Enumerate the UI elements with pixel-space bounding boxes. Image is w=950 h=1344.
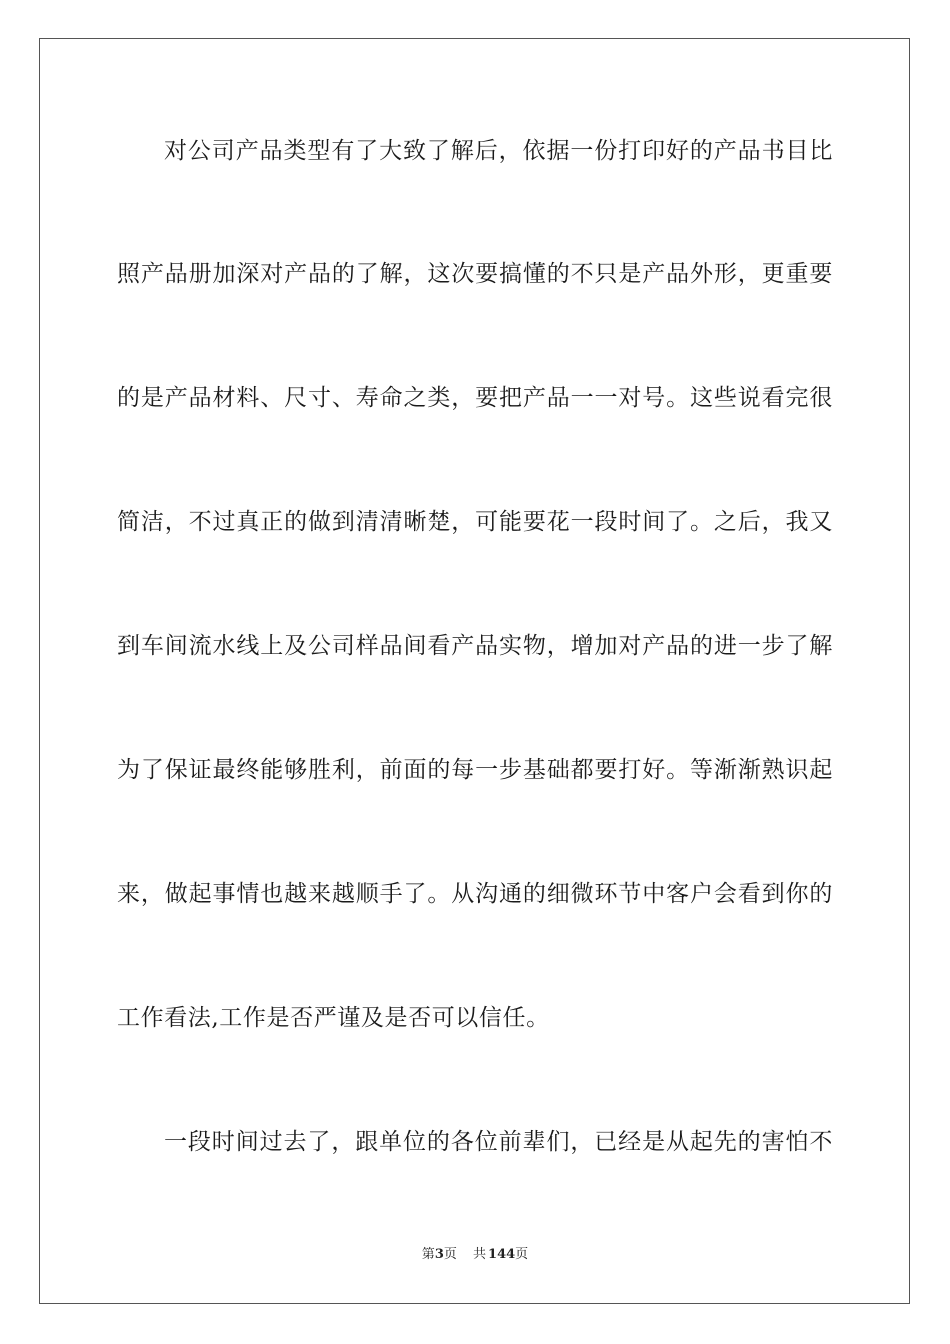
page-suffix: 页 xyxy=(443,1247,457,1262)
paragraph-1-line-8: 工作看法,工作是否严谨及是否可以信任。 xyxy=(117,1005,550,1031)
paragraph-2-line-1: 一段时间过去了，跟单位的各位前辈们，已经是从起先的害怕不 xyxy=(164,1129,833,1155)
page-indicator xyxy=(422,1247,457,1262)
page-prefix: 第 xyxy=(421,1247,435,1262)
total-pages: 144 xyxy=(488,1247,516,1262)
page-number: 3 xyxy=(434,1247,444,1262)
paragraph-1-line-7: 来，做起事情也越来越顺手了。从沟通的细微环节中客户会看到你的 xyxy=(117,881,833,907)
paragraph-1-line-4: 简洁，不过真正的做到清清晰楚，可能要花一段时间了。之后，我又 xyxy=(117,509,833,535)
total-prefix: 共 xyxy=(473,1247,487,1262)
paragraph-1-line-1: 对公司产品类型有了大致了解后，依据一份打印好的产品书目比 xyxy=(164,138,833,164)
page-border xyxy=(39,38,910,1304)
paragraph-1-line-6: 为了保证最终能够胜利，前面的每一步基础都要打好。等渐渐熟识起 xyxy=(117,757,833,783)
paragraph-1-line-5: 到车间流水线上及公司样品间看产品实物，增加对产品的进一步了解 xyxy=(117,633,833,659)
paragraph-1-line-2: 照产品册加深对产品的了解，这次要搞懂的不只是产品外形，更重要 xyxy=(117,261,833,287)
total-suffix: 页 xyxy=(515,1247,529,1262)
total-indicator xyxy=(473,1247,528,1262)
page-footer xyxy=(0,1246,950,1264)
paragraph-1-line-3: 的是产品材料、尺寸、寿命之类，要把产品一一对号。这些说看完很 xyxy=(117,385,833,411)
